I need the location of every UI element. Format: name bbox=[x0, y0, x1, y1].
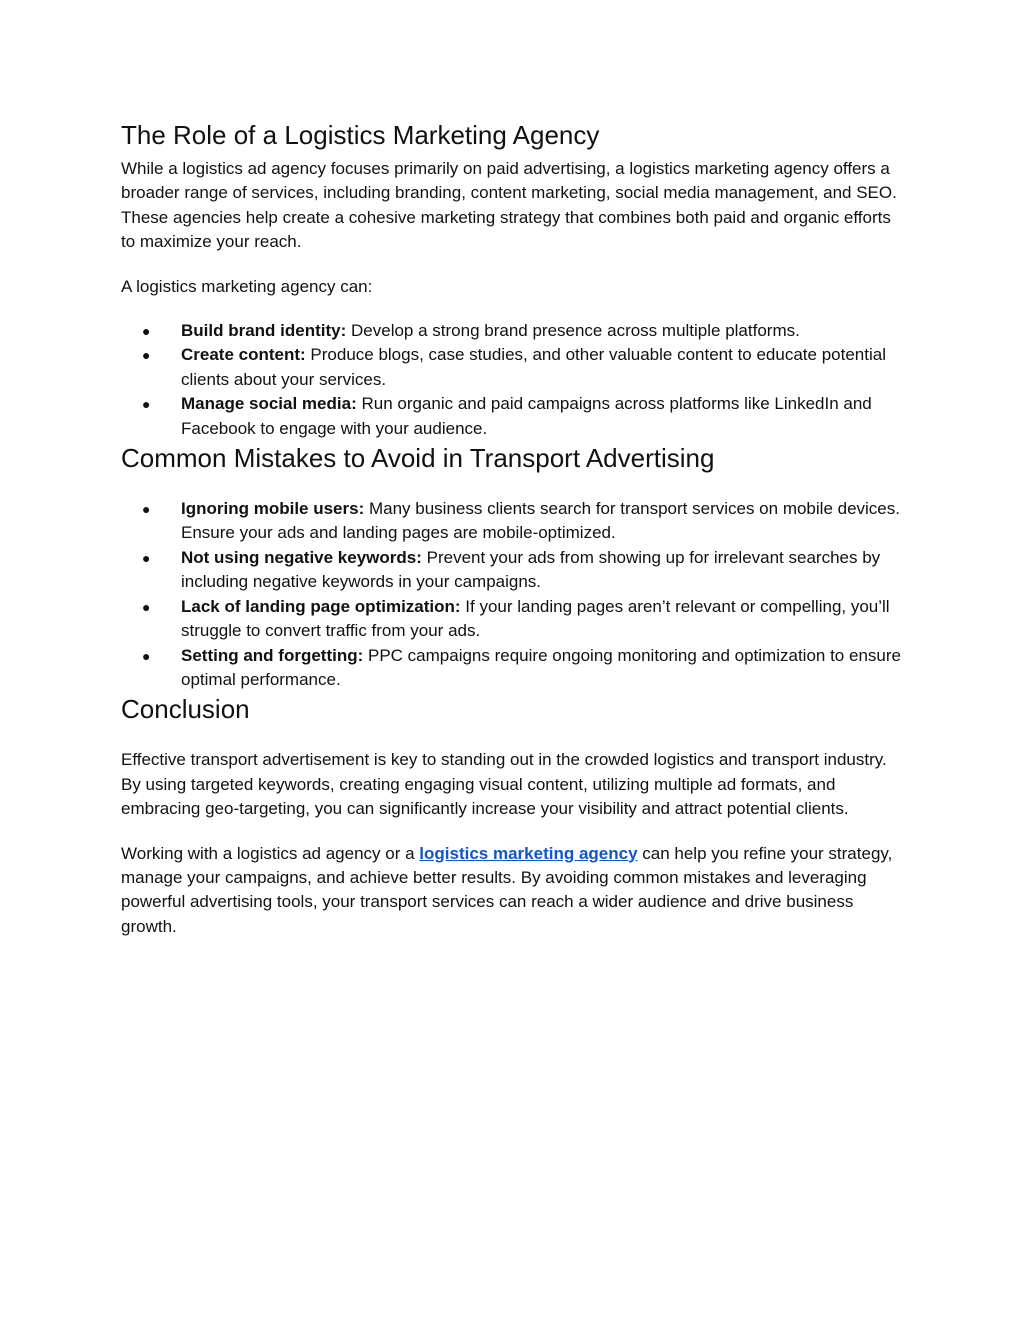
conclusion-paragraph-1: Effective transport advertisement is key to standing out in the crowded logistics and transport industry. By using targeted keywords, creating engaging visual content, utilizing multiple ad formats, and embracing geo-targeting, you can significantly increase your visibility and attract potential clients. bbox=[121, 750, 887, 819]
list-item bbox=[121, 546, 904, 595]
role-bullet-list bbox=[121, 319, 904, 441]
list-item-text: Produce blogs, case studies, and other valuable content to educate potential clients about your services. bbox=[181, 345, 886, 389]
list-item bbox=[121, 392, 904, 441]
bullet-icon: ● bbox=[142, 549, 151, 566]
conclusion-paragraph-2 bbox=[121, 842, 904, 940]
list-item-label: Not using negative keywords: bbox=[181, 547, 422, 567]
list-item bbox=[121, 319, 904, 343]
list-item bbox=[121, 595, 904, 644]
bullet-icon: ● bbox=[142, 396, 151, 413]
logistics-marketing-agency-link[interactable]: logistics marketing agency bbox=[419, 843, 638, 863]
list-item-label: Create content: bbox=[181, 345, 306, 365]
section-heading-role: The Role of a Logistics Marketing Agency bbox=[121, 120, 600, 150]
list-item-label: Manage social media: bbox=[181, 394, 357, 414]
list-item-label: Build brand identity: bbox=[181, 321, 347, 341]
list-item bbox=[121, 644, 904, 693]
section-heading-mistakes: Common Mistakes to Avoid in Transport Advertising bbox=[121, 443, 715, 474]
conclusion-text-before-link: Working with a logistics ad agency or a bbox=[121, 843, 420, 863]
list-item-text: Prevent your ads from showing up for irrelevant searches by including negative keywords in your campaigns. bbox=[181, 547, 881, 592]
list-item-text: Run organic and paid campaigns across platforms like LinkedIn and Facebook to engage with your audience. bbox=[181, 394, 872, 438]
bullet-icon: ● bbox=[142, 323, 151, 340]
list-item-label: Lack of landing page optimization: bbox=[181, 596, 461, 616]
list-item-text: Many business clients search for transport services on mobile devices. Ensure your ads and landing pages are mobile-optimized. bbox=[181, 499, 900, 543]
mistakes-bullet-list bbox=[121, 497, 904, 692]
role-intro-paragraph: While a logistics ad agency focuses primarily on paid advertising, a logistics marketing agency offers a broader range of services, including branding, content marketing, social media management, and SEO. These agencies help create a cohesive marketing strategy that combines both paid and organic efforts to maximize your reach. bbox=[121, 159, 897, 252]
list-item bbox=[121, 497, 904, 546]
section-heading-conclusion: Conclusion bbox=[121, 694, 250, 725]
bullet-icon: ● bbox=[142, 647, 151, 664]
role-lead-paragraph: A logistics marketing agency can: bbox=[121, 276, 373, 296]
list-item-label: Setting and forgetting: bbox=[181, 645, 364, 665]
list-item-label: Ignoring mobile users: bbox=[181, 499, 365, 519]
list-item-text: Develop a strong brand presence across multiple platforms. bbox=[346, 321, 800, 341]
list-item-text: If your landing pages aren’t relevant or compelling, you’ll struggle to convert traffic from your ads. bbox=[181, 596, 890, 641]
list-item-text: PPC campaigns require ongoing monitoring and optimization to ensure optimal performance. bbox=[181, 645, 901, 689]
bullet-icon: ● bbox=[142, 347, 151, 364]
bullet-icon: ● bbox=[142, 501, 151, 518]
conclusion-text-after-link: can help you refine your strategy, manage your campaigns, and achieve better results. By avoiding common mistakes and leveraging powerful advertising tools, your transport services can reach a wider audience and drive business growth. bbox=[121, 843, 893, 936]
bullet-icon: ● bbox=[142, 598, 151, 615]
list-item bbox=[121, 343, 904, 392]
